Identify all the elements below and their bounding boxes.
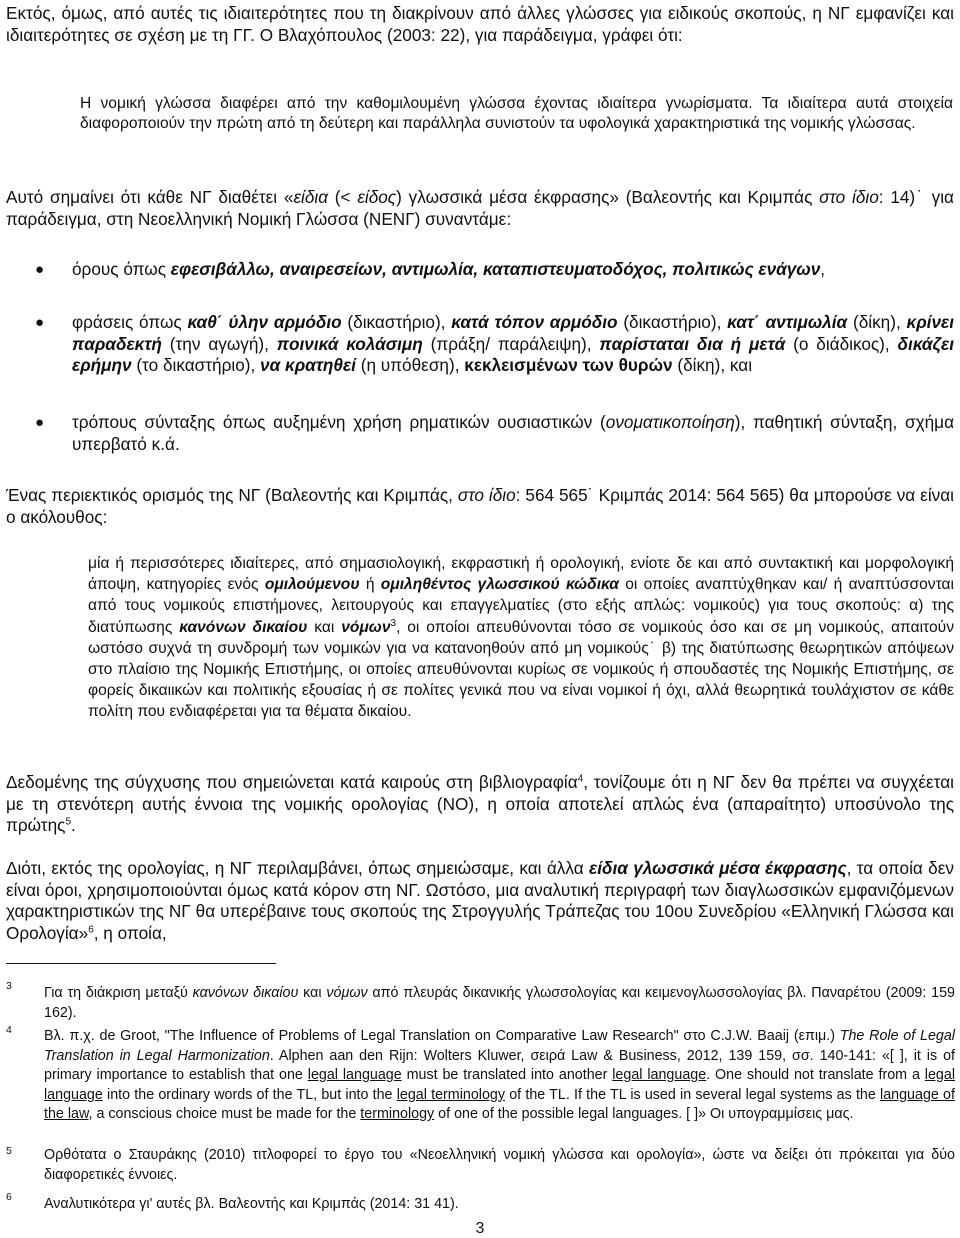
list-item-syntax: τρόπους σύνταξης όπως αυξημένη χρήση ρηματικών ουσιαστικών (ονοματικοποίηση), παθητική σύνταξη, σχήμα υπερβατό κ.ά.: [72, 412, 955, 454]
quote-vlachopoulos: Η νομική γλώσσα διαφέρει από την καθομιλουμένη γλώσσα έχοντας ιδιαίτερα γνωρίσματα. Τα ιδιαίτερα αυτά στοιχεία διαφοροποιούν την πρώτη από τη δεύτερη και παράλληλα συνιστούν τα υφολογικά χαρακτηριστικά της νομικής γλώσσας.: [80, 95, 953, 133]
list-item-phrases: φράσεις όπως καθ΄ ύλην αρμόδιο (δικαστήριο), κατά τόπον αρμόδιο (δικαστήριο), κατ΄ αντιμωλία (δίκη), κρίνει παραδεκτή (την αγωγή), ποινικά κολάσιμη (πράξη/ παράλειψη), παρίσταται δια ή μετά (ο διάδικος), δικάζει ερήμην (το δικαστήριο), να κρατηθεί (η υπόθεση), κεκλεισμένων των θυρών (δίκη), και: [72, 312, 955, 376]
footnote-number: 6: [6, 1191, 12, 1203]
bullet-icon: ●: [35, 314, 45, 331]
footnote-5: Ορθότατα ο Σταυράκης (2010) τιτλοφορεί το έργο του «Νεοελληνική νομική γλώσσα και ορολογία», ώστε να δείξει ότι πρόκειται για δύο διαφορετικές έννοιες.: [44, 1147, 955, 1183]
paragraph-eidia: Αυτό σημαίνει ότι κάθε ΝΓ διαθέτει «είδια (< είδος) γλωσσικά μέσα έκφρασης» (Βαλεοντής και Κριμπάς στο ίδιο: 14)˙ για παράδειγμα, στη Νεοελληνική Νομική Γλώσσα (ΝΕΝΓ) συναντάμε:: [6, 187, 954, 229]
footnote-3: Για τη διάκριση μεταξύ κανόνων δικαίου και νόμων από πλευράς δικανικής γλωσσολογίας και κειμενογλωσσολογίας βλ. Παναρέτου (2009: 159 162).: [44, 985, 955, 1021]
footnote-separator: [6, 963, 276, 964]
paragraph-eidia-means: Διότι, εκτός της ορολογίας, η ΝΓ περιλαμβάνει, όπως σημειώσαμε, και άλλα είδια γλωσσικά μέσα έκφρασης, τα οποία δεν είναι όροι, χρησιμοποιούνται όμως κατά κόρον στη ΝΓ. Ωστόσο, μια αναλυτική περιγραφή των διαγλωσσικών εμφανιζόμενων χαρακτηριστικών της ΝΓ θα υπερέβαινε τους σκοπούς της Στρογγυλής Τράπεζας του 10ου Συνεδρίου «Ελληνική Γλώσσα και Ορολογία»$^6$, η οποία,: [6, 858, 954, 943]
footnote-number: 4: [6, 1024, 12, 1036]
bullet-icon: ●: [35, 414, 45, 431]
paragraph-definition-intro: Ένας περιεκτικός ορισμός της ΝΓ (Βαλεοντής και Κριμπάς, στο ίδιο: 564 565˙ Κριμπάς 2014: 564 565) θα μπορούσε να είναι ο ακόλουθος:: [6, 485, 954, 527]
paragraph-terminology: Δεδομένης της σύγχυσης που σημειώνεται κατά καιρούς στη βιβλιογραφία$^4$, τονίζουμε ότι η ΝΓ δεν θα πρέπει να συγχέεται με τη στενότερη αυτής έννοια της νομικής ορολογίας (ΝΟ), η οποία αποτελεί απλώς ένα (απαραίτητο) υποσύνολο της πρώτης$^5$.: [6, 772, 954, 836]
footnote-number: 5: [6, 1145, 12, 1157]
footnote-4: Βλ. π.χ. de Groot, "The Influence of Problems of Legal Translation on Comparative Law Research" στο C.J.W. Baaij (επιμ.) The Role of Legal Translation in Legal Harmonization. Alphen aan den Rijn: Wolters Kluwer, σειρά Law & Business, 2012, 139 159, σσ. 140-141: «[ ], it is of primary importance to establish that one legal language must be translated into another legal language. One should not translate from a legal language into the ordinary words of the TL, but into the legal terminology of the TL. If the TL is used in several legal systems as the language of the law, a conscious choice must be made for the terminology of one of the possible legal languages. [ ]» Οι υπογραμμίσεις μας.: [44, 1028, 956, 1123]
paragraph-intro: Εκτός, όμως, από αυτές τις ιδιαιτερότητες που τη διακρίνουν από άλλες γλώσσες για ειδικούς σκοπούς, η ΝΓ εμφανίζει και ιδιαιτερότητες σε σχέση με τη ΓΓ. Ο Βλαχόπουλος (2003: 22), για παράδειγμα, γράφει ότι:: [6, 3, 954, 45]
footnote-number: 3: [6, 980, 12, 992]
list-item-terms: όρους όπως εφεσιβάλλω, αναιρεσείων, αντιμωλία, καταπιστευματοδόχος, πολιτικώς ενάγων,: [72, 259, 826, 279]
bullet-icon: ●: [35, 261, 45, 278]
page-number: 3: [475, 1220, 485, 1237]
quote-definition: μία ή περισσότερες ιδιαίτερες, από σημασιολογική, εκφραστική ή ορολογική, ενίοτε δε και από συντακτική και μορφολογική άποψη, κατηγορίες ενός ομιλούμενου ή ομιληθέντος γλωσσικού κώδικα οι οποίες αναπτύχθηκαν και/ ή αναπτύσσονται από τους νομικούς επιστήμονες, λειτουργούς και επαγγελματίες (στο εξής απλώς: νομικούς) για τους σκοπούς: α) της διατύπωσης κανόνων δικαίου και νόμων$^3$, οι οποίοι απευθύνονται τόσο σε νομικούς όσο και σε μη νομικούς, απαιτούν ωστόσο συχνά τη συνδρομή των νομικών για να κατανοηθούν από μη νομικούς˙ β) της διατύπωσης θεωρητικών απόψεων στο πλαίσιο της Νομικής Επιστήμης, οι οποίες απευθύνονται κυρίως σε νομικούς ή σπουδαστές της Νομικής Επιστήμης, σε φορείς δικαιικών και πολιτικής εξουσίας ή σε πολίτες γενικά που να είναι νομικοί ή όχι, αλλά θεωρητικά τουλάχιστον σε κάθε πολίτη που ενδιαφέρεται για τα θέματα δικαίου.: [88, 555, 954, 721]
footnote-6: Αναλυτικότερα γι' αυτές βλ. Βαλεοντής και Κριμπάς (2014: 31 41).: [44, 1196, 459, 1212]
